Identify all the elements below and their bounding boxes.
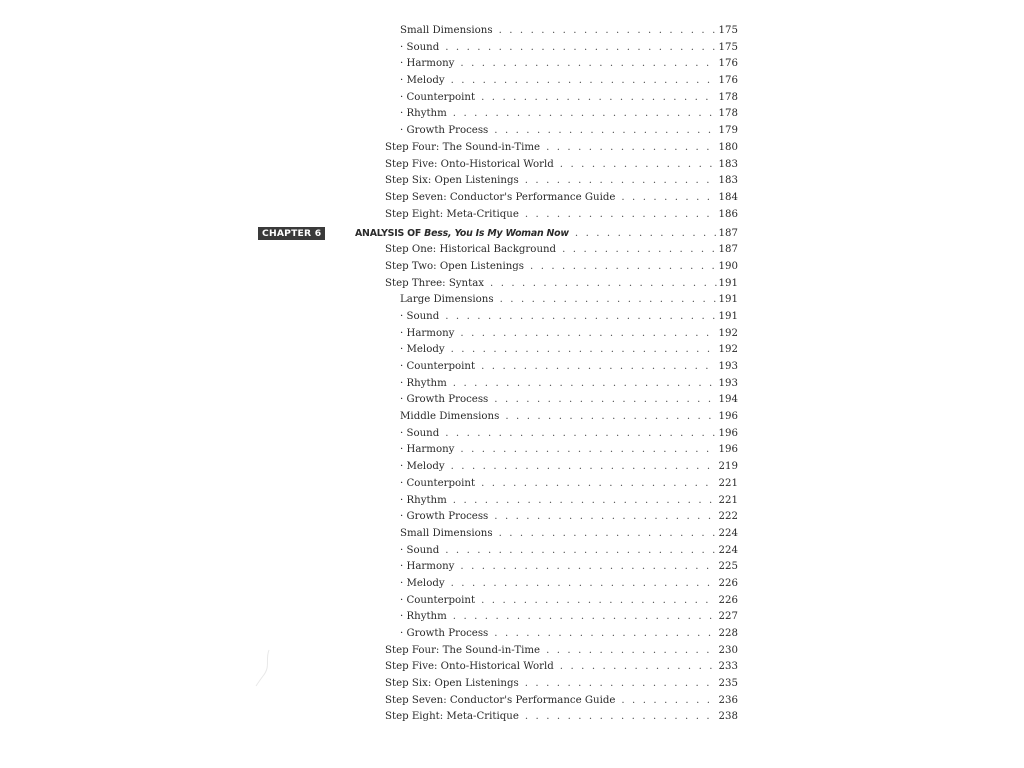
toc-entry-label: · Harmony	[400, 327, 455, 339]
leader-dots	[525, 173, 717, 190]
toc-page-number: 226	[718, 577, 738, 589]
toc-row	[0, 493, 1024, 510]
toc-page-number: 178	[718, 108, 738, 120]
toc-entry-label: · Growth Process	[400, 511, 489, 523]
toc-page-number: 191	[718, 294, 738, 306]
toc-entry-large-dimensions[interactable]	[400, 292, 738, 309]
chapter-title	[355, 226, 569, 243]
toc-entry-counterpoint[interactable]	[400, 90, 738, 107]
toc-entry-label: · Melody	[400, 577, 445, 589]
toc-entry-rhythm[interactable]	[400, 106, 738, 123]
toc-page-number: 176	[718, 58, 738, 70]
toc-entry-label: Step One: Historical Background	[385, 244, 557, 256]
toc-page-number: 179	[718, 125, 738, 137]
toc-entry-melody[interactable]	[400, 73, 738, 90]
toc-row	[0, 276, 1024, 293]
toc-row	[0, 309, 1024, 326]
toc-entry-step-five[interactable]	[385, 157, 738, 174]
toc-page-number: 192	[718, 327, 738, 339]
toc-page-number: 178	[718, 91, 738, 103]
toc-row	[0, 190, 1024, 207]
leader-dots	[560, 157, 717, 174]
toc-entry-label: · Growth Process	[400, 628, 489, 640]
toc-page-number: 176	[718, 75, 738, 87]
toc-row	[0, 40, 1024, 57]
toc-entry-label: Small Dimensions	[400, 25, 493, 36]
toc-entry-label: Large Dimensions	[400, 294, 494, 306]
toc-entry-growth-process[interactable]	[400, 392, 738, 409]
toc-entry-label: Step Five: Onto-Historical World	[385, 661, 554, 673]
toc-row	[0, 409, 1024, 426]
leader-dots	[460, 559, 716, 576]
toc-entry-label: · Rhythm	[400, 494, 447, 506]
toc-entry-label: Step Eight: Meta-Critique	[385, 711, 519, 723]
toc-entry-melody[interactable]	[400, 459, 738, 476]
toc-page-number: 222	[718, 511, 738, 523]
toc-page-number: 225	[718, 561, 738, 573]
toc-entry-step-seven[interactable]	[385, 693, 738, 710]
toc-page-number: 221	[718, 494, 738, 506]
toc-page-number: 191	[718, 310, 738, 322]
toc-page-number: 221	[718, 477, 738, 489]
leader-dots	[494, 123, 716, 140]
toc-entry-label: Middle Dimensions	[400, 411, 500, 423]
toc-row	[0, 709, 1024, 726]
leader-dots	[481, 90, 716, 107]
toc-row	[0, 476, 1024, 493]
toc-row	[0, 140, 1024, 157]
toc-row	[0, 56, 1024, 73]
chapter-title-italic: Bess, You Is My Woman Now	[424, 227, 569, 239]
toc-entry-label: · Counterpoint	[400, 91, 476, 103]
toc-page-number: 193	[718, 361, 738, 373]
toc-entry-step-three[interactable]	[385, 276, 738, 293]
toc-page-number: 228	[718, 628, 738, 640]
toc-row	[0, 693, 1024, 710]
toc-page-number: 186	[718, 208, 738, 220]
toc-entry-label: Step Seven: Conductor's Performance Guide	[385, 694, 616, 706]
toc-entry-counterpoint[interactable]	[400, 359, 738, 376]
toc-page-number: 180	[718, 141, 738, 153]
toc-entry-melody[interactable]	[400, 342, 738, 359]
leader-dots	[494, 509, 716, 526]
toc-row	[0, 259, 1024, 276]
toc-entry-step-five[interactable]	[385, 659, 738, 676]
leader-dots	[494, 392, 716, 409]
leader-dots	[451, 576, 717, 593]
toc-entry-counterpoint[interactable]	[400, 593, 738, 610]
toc-entry-label: · Rhythm	[400, 611, 447, 623]
leader-dots	[460, 326, 716, 343]
leader-dots	[453, 376, 717, 393]
toc-entry-label: Step Eight: Meta-Critique	[385, 208, 519, 220]
toc-row	[0, 559, 1024, 576]
toc-row	[0, 659, 1024, 676]
toc-page-number: 187	[718, 227, 738, 239]
leader-dots	[499, 526, 717, 543]
leader-dots	[499, 23, 717, 40]
toc-entry-label: · Counterpoint	[400, 477, 476, 489]
toc-entry-label: · Sound	[400, 41, 440, 53]
toc-entry-growth-process[interactable]	[400, 509, 738, 526]
toc-entry-label: · Sound	[400, 544, 440, 556]
toc-page-number: 196	[718, 411, 738, 423]
chapter-row	[0, 226, 1024, 243]
toc-page-number: 235	[718, 678, 738, 690]
toc-row	[0, 207, 1024, 224]
toc-entry-sound[interactable]	[400, 543, 738, 560]
toc-page-number: 194	[718, 394, 738, 406]
leader-dots	[546, 140, 716, 157]
toc-row	[0, 342, 1024, 359]
leader-dots	[460, 442, 716, 459]
leader-dots	[445, 40, 716, 57]
toc-row	[0, 292, 1024, 309]
leader-dots	[453, 493, 717, 510]
toc-entry-small-dimensions[interactable]	[400, 526, 738, 543]
toc-entry-step-one[interactable]	[385, 242, 738, 259]
toc-entry-label: Step Three: Syntax	[385, 277, 485, 289]
leader-dots	[453, 106, 717, 123]
toc-page-number: 238	[718, 711, 738, 723]
toc-entry-harmony[interactable]	[400, 326, 738, 343]
toc-entry-label: Step Five: Onto-Historical World	[385, 158, 554, 170]
leader-dots	[530, 259, 717, 276]
toc-row	[0, 576, 1024, 593]
toc-row	[0, 123, 1024, 140]
toc-entry-label: · Counterpoint	[400, 594, 476, 606]
toc-page-number: 226	[718, 594, 738, 606]
toc-page-number: 224	[718, 544, 738, 556]
toc-entry-step-six[interactable]	[385, 676, 738, 693]
toc-row	[0, 626, 1024, 643]
toc-page-number: 187	[718, 244, 738, 256]
toc-row	[0, 359, 1024, 376]
leader-dots	[460, 56, 716, 73]
toc-entry-label: · Harmony	[400, 444, 455, 456]
toc-entry-sound[interactable]	[400, 309, 738, 326]
leader-dots	[453, 609, 717, 626]
leader-dots	[525, 709, 717, 726]
toc-entry-step-eight[interactable]	[385, 709, 738, 726]
toc-page-number: 175	[718, 41, 738, 53]
toc-entry-growth-process[interactable]	[400, 123, 738, 140]
leader-dots	[451, 459, 717, 476]
leader-dots	[445, 543, 716, 560]
toc-entry-harmony[interactable]	[400, 559, 738, 576]
leader-dots	[562, 242, 716, 259]
toc-entry-label: · Harmony	[400, 58, 455, 70]
toc-entry-label: Step Six: Open Listenings	[385, 678, 519, 690]
leader-dots	[481, 593, 716, 610]
toc-page-number: 191	[718, 277, 738, 289]
toc-page-number: 196	[718, 427, 738, 439]
toc-entry-step-two[interactable]	[385, 259, 738, 276]
toc-entry-label: Step Four: The Sound-in-Time	[385, 644, 541, 656]
toc-entry-label: · Growth Process	[400, 394, 489, 406]
toc-entry-label: · Harmony	[400, 561, 455, 573]
leader-dots	[500, 292, 717, 309]
toc-entry-step-four[interactable]	[385, 140, 738, 157]
toc-row	[0, 543, 1024, 560]
toc-page-number: 233	[718, 661, 738, 673]
toc-page-number: 196	[718, 444, 738, 456]
leader-dots	[505, 409, 716, 426]
toc-entry-step-four[interactable]	[385, 643, 738, 660]
leader-dots	[490, 276, 717, 293]
toc-page-number: 190	[718, 260, 738, 272]
toc-row	[0, 442, 1024, 459]
toc-row	[0, 676, 1024, 693]
leader-dots	[560, 659, 717, 676]
toc-row	[0, 326, 1024, 343]
leader-dots	[451, 342, 717, 359]
toc-row	[0, 106, 1024, 123]
leader-dots	[494, 626, 716, 643]
toc-entry-harmony[interactable]	[400, 56, 738, 73]
toc-row	[0, 426, 1024, 443]
toc-row	[0, 90, 1024, 107]
toc-entry-rhythm[interactable]	[400, 493, 738, 510]
toc-row	[0, 392, 1024, 409]
leader-dots	[481, 476, 716, 493]
toc-entry-melody[interactable]	[400, 576, 738, 593]
toc-entry-chapter-6[interactable]	[355, 226, 738, 243]
chapter-title-prefix: ANALYSIS OF	[355, 227, 425, 239]
leader-dots	[481, 359, 716, 376]
toc-entry-label: · Melody	[400, 461, 445, 473]
toc-entry-label: · Melody	[400, 75, 445, 87]
toc-entry-label: · Rhythm	[400, 108, 447, 120]
toc-entry-label: Step Seven: Conductor's Performance Guide	[385, 191, 616, 203]
toc-entry-label: Step Six: Open Listenings	[385, 175, 519, 187]
toc-page-number: 230	[718, 644, 738, 656]
leader-dots	[525, 207, 717, 224]
chapter-badge: CHAPTER 6	[258, 227, 325, 240]
toc-entry-growth-process[interactable]	[400, 626, 738, 643]
table-of-contents	[0, 23, 1024, 726]
toc-page-number: 184	[718, 191, 738, 203]
toc-row	[0, 526, 1024, 543]
toc-row	[0, 173, 1024, 190]
toc-page-number: 192	[718, 344, 738, 356]
toc-entry-label: · Counterpoint	[400, 361, 476, 373]
toc-entry-small-dimensions[interactable]	[400, 23, 738, 40]
toc-entry-sound[interactable]	[400, 426, 738, 443]
toc-entry-label: · Rhythm	[400, 377, 447, 389]
toc-page-number: 219	[718, 461, 738, 473]
toc-entry-label: · Sound	[400, 427, 440, 439]
toc-entry-rhythm[interactable]	[400, 609, 738, 626]
toc-row	[0, 376, 1024, 393]
toc-page-number: 183	[718, 175, 738, 187]
toc-row	[0, 609, 1024, 626]
toc-row	[0, 643, 1024, 660]
toc-row	[0, 593, 1024, 610]
toc-page-number: 236	[718, 694, 738, 706]
leader-dots	[451, 73, 717, 90]
toc-entry-label: Small Dimensions	[400, 527, 493, 539]
toc-page-number: 175	[718, 25, 738, 36]
toc-entry-counterpoint[interactable]	[400, 476, 738, 493]
leader-dots	[445, 426, 716, 443]
leader-dots	[445, 309, 716, 326]
toc-page-number: 224	[718, 527, 738, 539]
toc-entry-middle-dimensions[interactable]	[400, 409, 738, 426]
toc-entry-label: · Melody	[400, 344, 445, 356]
faint-scan-mark	[255, 648, 277, 688]
toc-row	[0, 23, 1024, 40]
toc-page-number: 183	[718, 158, 738, 170]
leader-dots	[546, 643, 716, 660]
toc-entry-step-eight[interactable]	[385, 207, 738, 224]
toc-row	[0, 459, 1024, 476]
toc-entry-harmony[interactable]	[400, 442, 738, 459]
toc-entry-label: Step Four: The Sound-in-Time	[385, 141, 541, 153]
toc-row	[0, 73, 1024, 90]
toc-entry-step-six[interactable]	[385, 173, 738, 190]
toc-entry-sound[interactable]	[400, 40, 738, 57]
leader-dots	[621, 693, 716, 710]
toc-row	[0, 509, 1024, 526]
toc-entry-label: Step Two: Open Listenings	[385, 260, 525, 272]
toc-row	[0, 157, 1024, 174]
leader-dots	[575, 226, 717, 243]
leader-dots	[621, 190, 716, 207]
toc-entry-label: · Sound	[400, 310, 440, 322]
toc-entry-rhythm[interactable]	[400, 376, 738, 393]
toc-entry-step-seven[interactable]	[385, 190, 738, 207]
toc-page-number: 193	[718, 377, 738, 389]
leader-dots	[525, 676, 717, 693]
toc-row	[0, 242, 1024, 259]
toc-page-number: 227	[718, 611, 738, 623]
toc-entry-label: · Growth Process	[400, 125, 489, 137]
